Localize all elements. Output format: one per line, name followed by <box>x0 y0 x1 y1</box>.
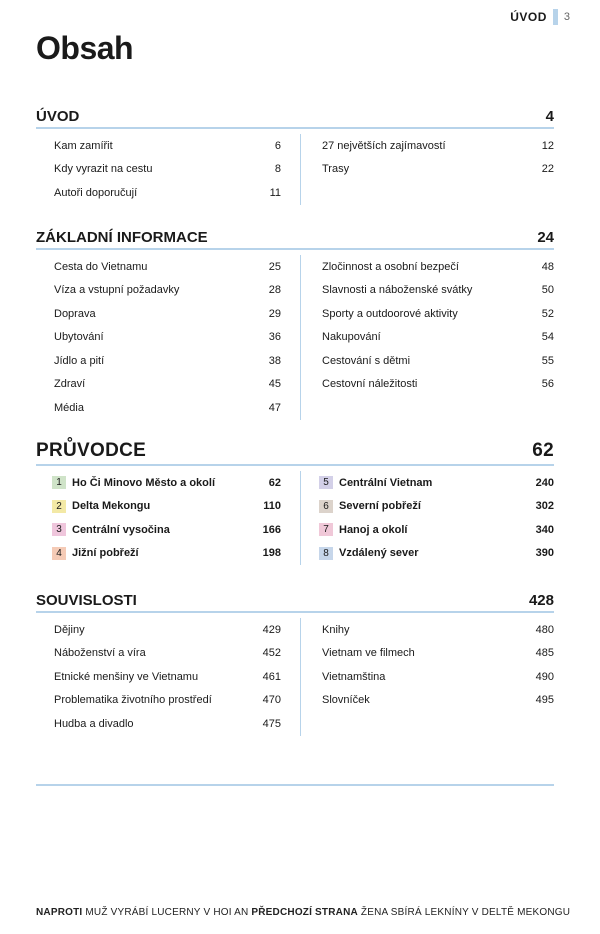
chapter-label: Vzdálený sever <box>339 547 419 560</box>
toc-entry-label: Cesta do Vietnamu <box>54 260 148 273</box>
toc-entry-page: 461 <box>262 670 281 683</box>
toc-column-right <box>319 134 554 205</box>
page-title: Obsah <box>36 30 134 66</box>
toc-entry-label: Doprava <box>54 307 96 320</box>
toc-entry-label: Kdy vyrazit na cestu <box>54 163 153 176</box>
toc-entry-label: Dějiny <box>54 623 85 636</box>
toc-columns <box>36 471 554 565</box>
section-page: 62 <box>532 440 554 461</box>
section-zakladni-informace <box>36 229 554 420</box>
toc-entry[interactable] <box>319 349 554 373</box>
toc-entry[interactable] <box>38 255 281 279</box>
toc-entry-label: Slavnosti a náboženské svátky <box>322 284 473 297</box>
section-header <box>36 229 554 250</box>
toc-entry-label: Etnické menšiny ve Vietnamu <box>54 670 199 683</box>
section-header <box>36 592 554 613</box>
toc-columns <box>36 134 554 205</box>
chapter-page: 198 <box>262 547 281 560</box>
toc-entry-label: Zdraví <box>54 378 86 391</box>
toc-entry-page: 485 <box>535 647 554 660</box>
toc-entry-page: 11 <box>269 186 281 199</box>
toc-entry-page: 50 <box>541 284 554 297</box>
toc-entry-page: 47 <box>268 401 281 414</box>
photo-caption-footer <box>36 907 570 918</box>
toc-entry[interactable] <box>38 181 281 205</box>
chapter-entry[interactable] <box>319 471 554 495</box>
toc-entry-label: Problematika životního prostředí <box>54 694 212 707</box>
toc-column-left <box>36 618 281 736</box>
chapter-page: 340 <box>535 523 554 536</box>
chapter-entry[interactable] <box>319 518 554 542</box>
chapter-label: Ho Či Minovo Město a okolí <box>72 476 216 489</box>
section-page: 24 <box>537 229 554 246</box>
chapter-label: Severní pobřeží <box>339 500 421 513</box>
section-header <box>36 108 554 129</box>
toc-entry-page: 28 <box>268 284 281 297</box>
toc-entry[interactable] <box>38 302 281 326</box>
section-title[interactable]: ZÁKLADNÍ INFORMACE <box>36 229 208 246</box>
chapter-page: 240 <box>535 476 554 489</box>
toc-entry-label: Nakupování <box>322 331 381 344</box>
chapter-page: 110 <box>263 500 281 513</box>
toc-entry-label: Vietnamština <box>322 670 386 683</box>
toc-entry[interactable] <box>38 134 281 158</box>
toc-entry-page: 429 <box>262 623 281 636</box>
chapter-page: 302 <box>535 500 554 513</box>
toc-entry[interactable] <box>319 642 554 666</box>
chapter-entry[interactable] <box>319 542 554 566</box>
toc-entry-page: 470 <box>262 694 281 707</box>
chapter-page: 390 <box>535 547 554 560</box>
chapter-label: Delta Mekongu <box>72 500 151 513</box>
section-header <box>36 440 554 466</box>
toc-entry-page: 8 <box>274 163 281 176</box>
toc-entry[interactable] <box>319 158 554 182</box>
chapter-number-badge: 6 <box>319 500 333 513</box>
toc-entry[interactable] <box>38 349 281 373</box>
page-number: 3 <box>563 11 570 23</box>
toc-entry-page: 12 <box>541 139 554 152</box>
chapter-label: Hanoj a okolí <box>339 523 408 536</box>
toc-entry-page: 25 <box>268 260 281 273</box>
toc-entry[interactable] <box>38 373 281 397</box>
bottom-divider <box>36 784 554 786</box>
running-head-section: ÚVOD <box>510 10 547 24</box>
chapter-number-badge: 2 <box>52 500 66 513</box>
toc-entry-label: Kam zamířit <box>54 139 113 152</box>
chapter-entry[interactable] <box>319 495 554 519</box>
chapter-label: Centrální vysočina <box>72 523 170 536</box>
footer-label-previous: PŘEDCHOZÍ STRANA <box>251 907 358 918</box>
toc-column-right <box>319 471 554 565</box>
toc-columns <box>36 618 554 736</box>
chapter-entry[interactable] <box>38 542 281 566</box>
toc-entry-label: 27 největších zajímavostí <box>322 139 446 152</box>
chapter-page: 166 <box>262 523 281 536</box>
toc-entry-page: 52 <box>541 307 554 320</box>
toc-entry[interactable] <box>38 158 281 182</box>
toc-column-right <box>319 618 554 736</box>
toc-entry[interactable] <box>38 689 281 713</box>
toc-entry[interactable] <box>38 665 281 689</box>
toc-entry-page: 490 <box>535 670 554 683</box>
toc-entry-page: 54 <box>541 331 554 344</box>
toc-entry-page: 29 <box>268 307 281 320</box>
chapter-number-badge: 3 <box>52 523 66 536</box>
toc-entry[interactable] <box>319 618 554 642</box>
toc-column-left <box>36 255 281 420</box>
toc-entry[interactable] <box>319 134 554 158</box>
toc-entry[interactable] <box>38 279 281 303</box>
footer-label-opposite: NAPROTI <box>36 907 83 918</box>
toc-entry-label: Vietnam ve filmech <box>322 647 415 660</box>
toc-entry[interactable] <box>38 326 281 350</box>
toc-entry[interactable] <box>38 396 281 420</box>
toc-entry-page: 475 <box>262 717 281 730</box>
chapter-entry[interactable] <box>38 495 281 519</box>
chapter-page: 62 <box>268 476 281 489</box>
toc-entry-page: 48 <box>541 260 554 273</box>
toc-entry-label: Jídlo a pití <box>54 354 105 367</box>
toc-entry-label: Hudba a divadlo <box>54 717 134 730</box>
toc-entry[interactable] <box>319 689 554 713</box>
toc-column-left <box>36 134 281 205</box>
toc-columns <box>36 255 554 420</box>
toc-entry-label: Trasy <box>322 163 350 176</box>
toc-entry-page: 22 <box>541 163 554 176</box>
chapter-number-badge: 1 <box>52 476 66 489</box>
section-page: 4 <box>545 108 554 125</box>
toc-entry-page: 452 <box>262 647 281 660</box>
toc-entry-label: Cestování s dětmi <box>322 354 411 367</box>
toc-entry-label: Víza a vstupní požadavky <box>54 284 180 297</box>
section-pruvodce <box>36 440 554 565</box>
chapter-label: Jižní pobřeží <box>72 547 139 560</box>
chapter-entry[interactable] <box>38 518 281 542</box>
toc-entry-label: Autoři doporučují <box>54 186 138 199</box>
chapter-number-badge: 4 <box>52 547 66 560</box>
toc-entry[interactable] <box>319 665 554 689</box>
running-head <box>510 8 570 26</box>
section-title[interactable]: ÚVOD <box>36 108 80 125</box>
toc-entry-page: 36 <box>268 331 281 344</box>
toc-entry[interactable] <box>319 255 554 279</box>
chapter-number-badge: 5 <box>319 476 333 489</box>
toc-entry-label: Náboženství a víra <box>54 647 146 660</box>
toc-entry[interactable] <box>319 302 554 326</box>
toc-entry-label: Zločinnost a osobní bezpečí <box>322 260 459 273</box>
toc-entry-page: 55 <box>541 354 554 367</box>
toc-entry[interactable] <box>38 642 281 666</box>
toc-entry[interactable] <box>319 326 554 350</box>
section-uvod <box>36 108 554 205</box>
toc-column-right <box>319 255 554 420</box>
toc-entry-label: Knihy <box>322 623 350 636</box>
chapter-label: Centrální Vietnam <box>339 476 433 489</box>
toc-entry-label: Cestovní náležitosti <box>322 378 418 391</box>
chapter-number-badge: 8 <box>319 547 333 560</box>
toc-entry-page: 45 <box>268 378 281 391</box>
toc-entry[interactable] <box>319 373 554 397</box>
toc-entry-page: 6 <box>274 139 281 152</box>
toc-entry-page: 495 <box>535 694 554 707</box>
toc-entry-label: Sporty a outdoorové aktivity <box>322 307 458 320</box>
running-head-bar <box>553 9 558 25</box>
section-page: 428 <box>528 592 554 609</box>
toc-entry-page: 56 <box>541 378 554 391</box>
toc-entry-page: 480 <box>535 623 554 636</box>
footer-caption-opposite: MUŽ VYRÁBÍ LUCERNY V HOI AN <box>82 907 252 918</box>
toc-entry[interactable] <box>38 712 281 736</box>
toc-entry-label: Slovníček <box>322 694 370 707</box>
footer-caption-previous: ŽENA SBÍRÁ LEKNÍNY V DELTĚ MEKONGU <box>357 907 571 918</box>
toc-entry-label: Ubytování <box>54 331 104 344</box>
section-title[interactable]: PRŮVODCE <box>36 440 147 461</box>
chapter-entry[interactable] <box>38 471 281 495</box>
chapter-number-badge: 7 <box>319 523 333 536</box>
toc-entry-label: Média <box>54 401 84 414</box>
toc-entry[interactable] <box>319 279 554 303</box>
toc-entry-page: 38 <box>268 354 281 367</box>
section-title[interactable]: SOUVISLOSTI <box>36 592 137 609</box>
section-souvislosti <box>36 592 554 736</box>
toc-entry[interactable] <box>38 618 281 642</box>
toc-column-left <box>36 471 281 565</box>
